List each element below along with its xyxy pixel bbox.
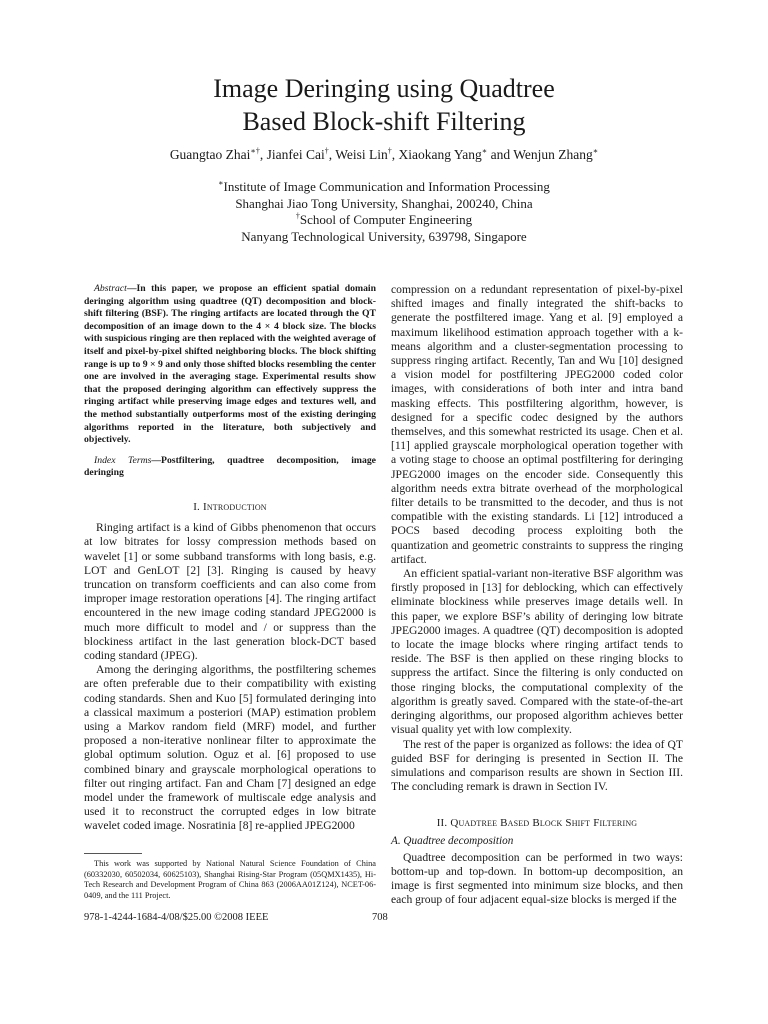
section-heading-introduction: I. Introduction [193, 500, 267, 513]
affiliation-line: †School of Computer Engineering [295, 211, 473, 227]
abstract-label: Abstract [94, 283, 127, 294]
footnote: This work was supported by National Natural Science Foundation of China (60332030, 60502034, 60625103), Shanghai Rising-Star Program (05QMX1435), Hi-Tech Research and Development Program of China 863 (2006AA01Z124), NCET-06-0409, and the 111 Project. [84, 859, 376, 900]
author: Xiaokang Yang∗ and [398, 146, 514, 162]
index-terms [84, 455, 376, 480]
author: Guangtao Zhai∗†, [169, 146, 267, 162]
affiliation-line: ∗Institute of Image Communication and Information Processing [218, 178, 550, 194]
affiliation-line: Shanghai Jiao Tong University, Shanghai, 200240, China [235, 195, 533, 211]
title-line-1: Image Deringing using Quadtree [213, 74, 555, 103]
page-number: 708 [372, 912, 388, 923]
isbn-copyright: 978-1-4244-1684-4/08/$25.00 ©2008 IEEE [84, 912, 269, 923]
author: Wenjun Zhang∗ [513, 146, 599, 162]
intro-paragraph-1: Ringing artifact is a kind of Gibbs phenomenon that occurs at low bitrates for lossy compression methods based on wavelet [1] or some subband transforms with long basis, e.g. LOT and GenLOT [2] [3]. Ringing is caused by heavy truncation on transform coefficients and can also come from improper image restoration operations [4]. The ringing artifact encountered in the new image coding standard JPEG2000 is much more difficult to model and / or suppress than the blockiness artifact in the last generation block-DCT based coding standard (JPEG). [84, 521, 376, 662]
intro-paragraph-2: Among the deringing algorithms, the postfiltering schemes are often preferable due to their compatibility with existing coding standards. Shen and Kuo [5] formulated deringing into a classical maximum a posteriori (MAP) estimation problem using a Markov random field (MRF) model, and further proposed a non-iterative nonlinear filter to approximate the global optimum solution. Oguz et al. [6] proposed to use combined binary and grayscale morphological operations to filter out ringing artifact. Fan and Cham [7] designed an edge model under the framework of multiscale edge analysis and used it to reconstruct the corrupted edges in low bitrate wavelet coded image. Nosratinia [8] re-applied JPEG2000 [84, 663, 376, 833]
abstract-text: —In this paper, we propose an efficient spatial domain deringing algorithm using quadtree (QT) decomposition and block-shift filtering (BSF). The ringing artifacts are located through the QT decomposition of an image down to the 4 × 4 block size. The blocks with suspicious ringing are then replaced with the weighted average of itself and pixel-by-pixel shifted neighboring blocks. The block shifting range is up to 9 × 9 and only those shifted blocks resembling the center one are involved in the averaging stage. Experimental results show that the proposed deringing algorithm can effectively suppress the ringing artifact while preserving image edges and textures well, and the method substantially outperforms most of the existing deringing algorithms reported in the literature, both subjectively and objectively. [84, 283, 376, 446]
title-line-2: Based Block-shift Filtering [242, 107, 526, 136]
abstract [84, 283, 376, 447]
body-paragraph-continued: compression on a redundant representation of pixel-by-pixel shifted images and finally integrated the shift-backs to generate the postfiltered image. Yang et al. [9] employed a maximum likelihood estimation approach together with a k-means algorithm and a cluster-segmentation processing to suppress ringing artifact. Recently, Tan and Wu [10] designed a vision model for postfiltering JPEG2000 coded color images, with considerations of both inter and intra band masking effects. This postfiltering algorithm, however, is designed for a specific codec designed by the authors themselves, and this somewhat restricted its usage. Chen et al. [11] applied grayscale morphological operation together with a voting stage to choose an optimal postfiltering for deringing JPEG2000 images on the encoder side. Consequently this algorithm needs extra bitrate overhead of the morphological filter details to be transmitted to the decoder, and thus is not compatible with the existing standards. Li [12] introduced a POCS based decoding process exploiting both the quantization and geometric constraints to suppress the ringing artifact. [391, 283, 683, 566]
author: Weisi Lin†, [335, 146, 399, 162]
author-list [0, 147, 768, 163]
section2-paragraph: Quadtree decomposition can be performed in two ways: bottom-up and top-down. In bottom-up decomposition, an image is first segmented into minimum size blocks, and then each group of four adjacent equal-size blocks is merged if the [391, 850, 683, 907]
affiliations [0, 179, 768, 245]
affiliation-line: Nanyang Technological University, 639798, Singapore [241, 228, 527, 244]
index-terms-text: —Postfiltering, quadtree decomposition, image deringing [84, 454, 376, 479]
right-column [391, 283, 683, 908]
paper-title [0, 72, 768, 138]
body-paragraph: The rest of the paper is organized as follows: the idea of QT guided BSF for deringing is presented in Section II. The simulations and comparison results are shown in Section III. The concluding remark is drawn in Section IV. [391, 737, 683, 794]
left-column [84, 283, 376, 834]
index-terms-label: Index Terms [94, 454, 152, 466]
author: Jianfei Cai†, [266, 146, 336, 162]
footnote-rule [84, 853, 142, 854]
body-paragraph: An efficient spatial-variant non-iterative BSF algorithm was firstly proposed in [13] for deblocking, which can effectively eliminate blockiness while preserves image details well. In this paper, we explore BSF’s ability of deringing low bitrate JPEG2000 images. A quadtree (QT) decomposition is adopted to locate the image blocks where ringing artifact tends to reside. The BSF is then applied on these ringing blocks to suppress the artifact. Since the filtering is only conducted on those ringing blocks, the computational complexity of the algorithm is greatly saved. Compared with the state-of-the-art deringing algorithms, our proposed algorithm achieves better visual quality yet with low complexity. [391, 567, 683, 737]
section-heading-qt-bsf: II. Quadtree Based Block Shift Filtering [436, 817, 638, 830]
subsection-heading: A. Quadtree decomposition [391, 834, 514, 847]
